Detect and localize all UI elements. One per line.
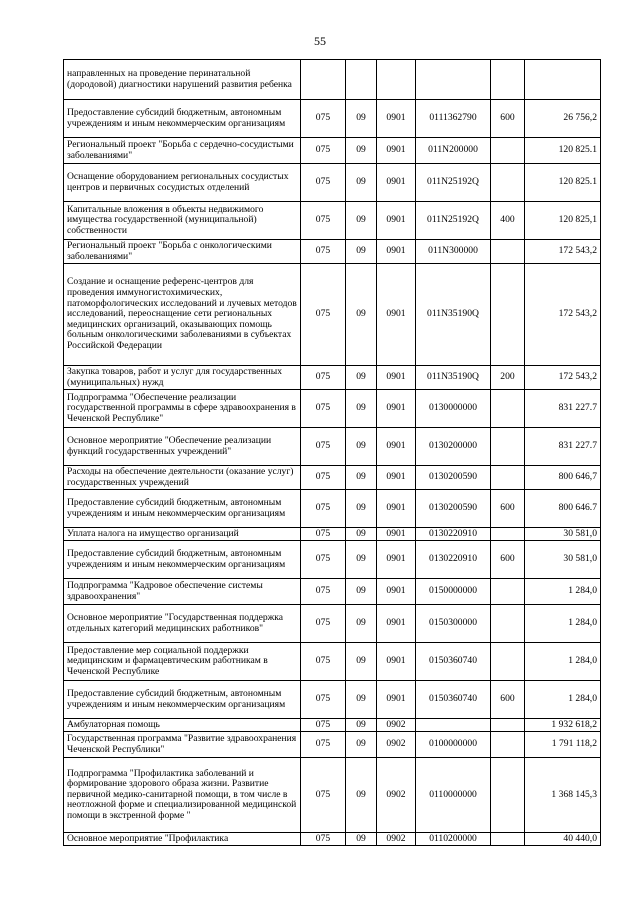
subsection-code: 0901 [377, 466, 416, 490]
section-code: 09 [346, 202, 377, 240]
target-article-code: 0130000000 [416, 390, 491, 428]
subsection-code: 0902 [377, 719, 416, 732]
section-code: 09 [346, 528, 377, 541]
target-article-code: 0100000000 [416, 732, 491, 758]
item-name: Создание и оснащение референс-центров для проведения иммуногистохимических, патоморфологических исследований и лучевых методов исследований, переоснащение сети региональных медицинских организаций, оказывающих помощь больным онкологическими заболеваниями в субъектах Российской Федерации [64, 264, 301, 366]
table-row [64, 428, 601, 466]
table-row [64, 490, 601, 528]
gov-code: 075 [301, 202, 346, 240]
table-row [64, 528, 601, 541]
subsection-code: 0901 [377, 490, 416, 528]
expense-type-code [491, 758, 525, 833]
expense-type-code: 600 [491, 490, 525, 528]
table-row [64, 732, 601, 758]
table-row [64, 264, 601, 366]
subsection-code: 0901 [377, 390, 416, 428]
amount: 831 227.7 [525, 390, 601, 428]
amount: 1 284,0 [525, 579, 601, 605]
subsection-code: 0902 [377, 833, 416, 846]
subsection-code: 0901 [377, 366, 416, 390]
expense-type-code [491, 164, 525, 202]
target-article-code: 0111362790 [416, 100, 491, 138]
subsection-code: 0901 [377, 579, 416, 605]
gov-code: 075 [301, 138, 346, 164]
section-code: 09 [346, 138, 377, 164]
gov-code: 075 [301, 164, 346, 202]
table-row [64, 100, 601, 138]
amount: 172 543,2 [525, 264, 601, 366]
target-article-code: 0130220910 [416, 528, 491, 541]
section-code: 09 [346, 428, 377, 466]
item-name: направленных на проведение перинатальной (дородовой) диагностики нарушений развития ребенка [64, 60, 301, 100]
expense-type-code: 600 [491, 541, 525, 579]
page-number: 55 [314, 34, 326, 48]
subsection-code: 0901 [377, 643, 416, 681]
gov-code: 075 [301, 466, 346, 490]
target-article-code: 0130200590 [416, 466, 491, 490]
section-code [346, 60, 377, 100]
budget-table [63, 59, 601, 846]
amount: 120 825.1 [525, 164, 601, 202]
target-article-code: 0110000000 [416, 758, 491, 833]
target-article-code: 011N25192Q [416, 164, 491, 202]
amount: 172 543,2 [525, 240, 601, 264]
section-code: 09 [346, 390, 377, 428]
expense-type-code: 200 [491, 366, 525, 390]
target-article-code: 0130200590 [416, 490, 491, 528]
table-row [64, 390, 601, 428]
item-name: Основное мероприятие "Профилактика [64, 833, 301, 846]
gov-code: 075 [301, 833, 346, 846]
expense-type-code [491, 643, 525, 681]
gov-code: 075 [301, 528, 346, 541]
section-code: 09 [346, 466, 377, 490]
item-name: Предоставление мер социальной поддержки медицинским и фармацевтическим работникам в Чеченской Республике [64, 643, 301, 681]
table-row [64, 758, 601, 833]
table-row [64, 605, 601, 643]
table-row [64, 541, 601, 579]
section-code: 09 [346, 366, 377, 390]
subsection-code: 0901 [377, 100, 416, 138]
gov-code: 075 [301, 732, 346, 758]
expense-type-code [491, 466, 525, 490]
table-row [64, 833, 601, 846]
expense-type-code [491, 60, 525, 100]
subsection-code: 0901 [377, 428, 416, 466]
expense-type-code: 600 [491, 100, 525, 138]
target-article-code: 0130220910 [416, 541, 491, 579]
amount: 800 646.7 [525, 490, 601, 528]
item-name: Государственная программа "Развитие здравоохранения Чеченской Республики" [64, 732, 301, 758]
subsection-code: 0902 [377, 758, 416, 833]
target-article-code: 0150300000 [416, 605, 491, 643]
gov-code: 075 [301, 428, 346, 466]
subsection-code: 0902 [377, 732, 416, 758]
gov-code: 075 [301, 719, 346, 732]
section-code: 09 [346, 100, 377, 138]
gov-code: 075 [301, 264, 346, 366]
amount: 1 932 618,2 [525, 719, 601, 732]
target-article-code: 011N35190Q [416, 366, 491, 390]
gov-code: 075 [301, 681, 346, 719]
section-code: 09 [346, 681, 377, 719]
expense-type-code: 600 [491, 681, 525, 719]
section-code: 09 [346, 732, 377, 758]
expense-type-code [491, 719, 525, 732]
target-article-code: 011N25192Q [416, 202, 491, 240]
item-name: Оснащение оборудованием региональных сосудистых центров и первичных сосудистых отделений [64, 164, 301, 202]
subsection-code: 0901 [377, 138, 416, 164]
target-article-code: 0150360740 [416, 681, 491, 719]
gov-code: 075 [301, 366, 346, 390]
section-code: 09 [346, 264, 377, 366]
item-name: Предоставление субсидий бюджетным, автономным учреждениям и иным некоммерческим организациям [64, 100, 301, 138]
target-article-code: 0110200000 [416, 833, 491, 846]
item-name: Уплата налога на имущество организаций [64, 528, 301, 541]
gov-code: 075 [301, 541, 346, 579]
target-article-code: 011N200000 [416, 138, 491, 164]
expense-type-code [491, 264, 525, 366]
expense-type-code [491, 528, 525, 541]
item-name: Региональный проект "Борьба с сердечно-сосудистыми заболеваниями" [64, 138, 301, 164]
subsection-code: 0901 [377, 202, 416, 240]
section-code: 09 [346, 164, 377, 202]
item-name: Амбулаторная помощь [64, 719, 301, 732]
gov-code: 075 [301, 100, 346, 138]
subsection-code: 0901 [377, 528, 416, 541]
subsection-code: 0901 [377, 240, 416, 264]
target-article-code: 0130200000 [416, 428, 491, 466]
amount: 1 284,0 [525, 605, 601, 643]
table-row [64, 202, 601, 240]
expense-type-code: 400 [491, 202, 525, 240]
section-code: 09 [346, 541, 377, 579]
table-row [64, 643, 601, 681]
amount: 30 581,0 [525, 528, 601, 541]
item-name: Расходы на обеспечение деятельности (оказание услуг) государственных учреждений [64, 466, 301, 490]
item-name: Подпрограмма "Кадровое обеспечение системы здравоохранения" [64, 579, 301, 605]
amount: 40 440,0 [525, 833, 601, 846]
gov-code: 075 [301, 605, 346, 643]
table-row [64, 681, 601, 719]
amount: 30 581,0 [525, 541, 601, 579]
expense-type-code [491, 138, 525, 164]
amount: 800 646,7 [525, 466, 601, 490]
table-row [64, 138, 601, 164]
target-article-code: 011N300000 [416, 240, 491, 264]
subsection-code: 0901 [377, 264, 416, 366]
item-name: Подпрограмма "Профилактика заболеваний и формирование здорового образа жизни. Развитие первичной медико-санитарной помощи, в том числе в неотложной форме и специализированной медицинской помощи в экстренной форме " [64, 758, 301, 833]
expense-type-code [491, 390, 525, 428]
item-name: Основное мероприятие "Государственная поддержка отдельных категорий медицинских работников" [64, 605, 301, 643]
section-code: 09 [346, 579, 377, 605]
section-code: 09 [346, 833, 377, 846]
table-row [64, 240, 601, 264]
table-row [64, 366, 601, 390]
gov-code: 075 [301, 390, 346, 428]
item-name: Региональный проект "Борьба с онкологическими заболеваниями" [64, 240, 301, 264]
item-name: Основное мероприятие "Обеспечение реализации функций государственных учреждений" [64, 428, 301, 466]
section-code: 09 [346, 490, 377, 528]
gov-code: 075 [301, 240, 346, 264]
subsection-code [377, 60, 416, 100]
table-row [64, 466, 601, 490]
amount: 120 825,1 [525, 202, 601, 240]
gov-code: 075 [301, 490, 346, 528]
expense-type-code [491, 579, 525, 605]
table-row [64, 579, 601, 605]
amount: 1 284,0 [525, 681, 601, 719]
amount: 1 791 118,2 [525, 732, 601, 758]
expense-type-code [491, 240, 525, 264]
target-article-code: 0150360740 [416, 643, 491, 681]
target-article-code [416, 719, 491, 732]
gov-code: 075 [301, 758, 346, 833]
section-code: 09 [346, 719, 377, 732]
gov-code: 075 [301, 643, 346, 681]
section-code: 09 [346, 605, 377, 643]
section-code: 09 [346, 240, 377, 264]
item-name: Капитальные вложения в объекты недвижимого имущества государственной (муниципальной) собственности [64, 202, 301, 240]
expense-type-code [491, 428, 525, 466]
subsection-code: 0901 [377, 605, 416, 643]
amount: 831 227.7 [525, 428, 601, 466]
item-name: Предоставление субсидий бюджетным, автономным учреждениям и иным некоммерческим организациям [64, 681, 301, 719]
amount: 120 825.1 [525, 138, 601, 164]
amount: 26 756,2 [525, 100, 601, 138]
item-name: Подпрограмма "Обеспечение реализации государственной программы в сфере здравоохранения в Чеченской Республике" [64, 390, 301, 428]
item-name: Предоставление субсидий бюджетным, автономным учреждениям и иным некоммерческим организациям [64, 490, 301, 528]
expense-type-code [491, 833, 525, 846]
amount: 1 284,0 [525, 643, 601, 681]
subsection-code: 0901 [377, 681, 416, 719]
amount [525, 60, 601, 100]
section-code: 09 [346, 758, 377, 833]
table-row [64, 60, 601, 100]
expense-type-code [491, 605, 525, 643]
table-row [64, 164, 601, 202]
subsection-code: 0901 [377, 541, 416, 579]
amount: 1 368 145,3 [525, 758, 601, 833]
target-article-code: 011N35190Q [416, 264, 491, 366]
item-name: Закупка товаров, работ и услуг для государственных (муниципальных) нужд [64, 366, 301, 390]
item-name: Предоставление субсидий бюджетным, автономным учреждениям и иным некоммерческим организациям [64, 541, 301, 579]
gov-code [301, 60, 346, 100]
gov-code: 075 [301, 579, 346, 605]
budget-table-body [64, 60, 601, 846]
target-article-code: 0150000000 [416, 579, 491, 605]
section-code: 09 [346, 643, 377, 681]
subsection-code: 0901 [377, 164, 416, 202]
amount: 172 543,2 [525, 366, 601, 390]
target-article-code [416, 60, 491, 100]
expense-type-code [491, 732, 525, 758]
table-row [64, 719, 601, 732]
